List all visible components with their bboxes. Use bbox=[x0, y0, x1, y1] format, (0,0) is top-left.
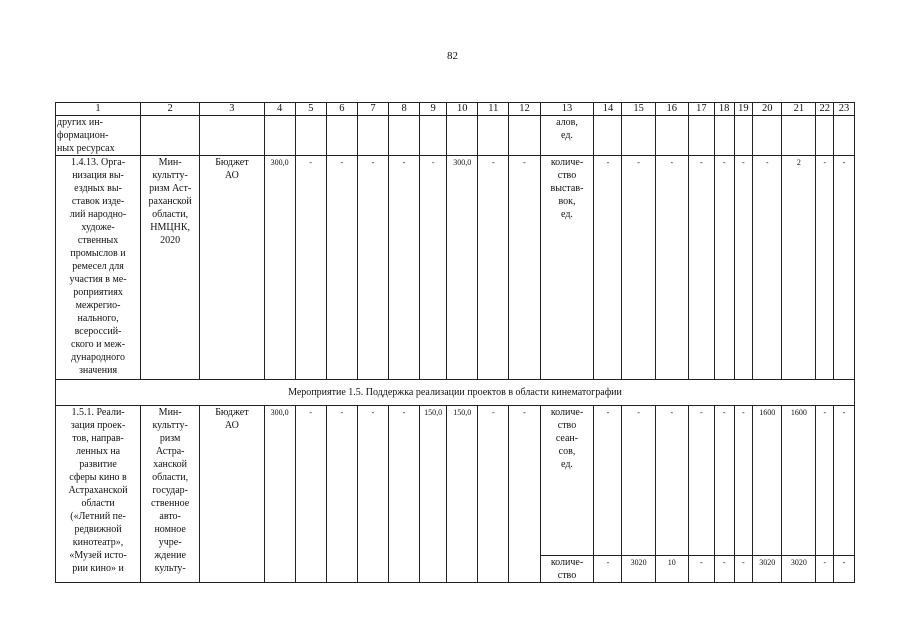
target-cell: - bbox=[594, 406, 622, 556]
table-cell bbox=[714, 116, 734, 156]
indicator-cell: количе- ство bbox=[540, 556, 594, 583]
header-cell: 2 bbox=[141, 103, 200, 116]
value-cell: - bbox=[509, 156, 540, 380]
header-cell: 13 bbox=[540, 103, 594, 116]
header-cell: 17 bbox=[688, 103, 714, 116]
table-cell bbox=[326, 116, 357, 156]
target-cell: - bbox=[734, 556, 753, 583]
table-cell bbox=[688, 116, 714, 156]
header-cell: 16 bbox=[655, 103, 688, 116]
target-cell: - bbox=[834, 156, 855, 380]
table-row bbox=[56, 116, 855, 156]
indicator-cell: количе- ство сеан- сов, ед. bbox=[540, 406, 594, 556]
table-cell bbox=[734, 116, 753, 156]
value-cell: - bbox=[357, 156, 388, 380]
target-cell: - bbox=[622, 156, 655, 380]
table-cell bbox=[782, 116, 816, 156]
table-cell bbox=[834, 116, 855, 156]
value-cell: - bbox=[326, 406, 357, 583]
measure-name-cell: 1.5.1. Реали- зация проек- тов, направ- ленных на развитие сферы кино в Астраханской области («Летний пе- редвижной кинотеатр», «Музей исто- рии кино» и bbox=[56, 406, 141, 583]
target-cell: - bbox=[734, 406, 753, 556]
source-cell: Бюджет АО bbox=[200, 156, 264, 380]
header-cell: 9 bbox=[420, 103, 447, 116]
event-title: Мероприятие 1.5. Поддержка реализации проектов в области кинематографии bbox=[288, 387, 622, 398]
value-cell: - bbox=[295, 406, 326, 583]
target-cell: - bbox=[655, 406, 688, 556]
page-number: 82 bbox=[447, 50, 458, 62]
table-cell bbox=[447, 116, 478, 156]
value-cell: - bbox=[357, 406, 388, 583]
event-title-cell bbox=[56, 380, 855, 406]
value-cell: 300,0 bbox=[447, 156, 478, 380]
target-cell: - bbox=[594, 556, 622, 583]
indicator-cell: количе- ство выстав- вок, ед. bbox=[540, 156, 594, 380]
target-cell: 2 bbox=[782, 156, 816, 380]
table-cell bbox=[622, 116, 655, 156]
table-row bbox=[56, 406, 855, 556]
measure-name-cell: 1.4.13. Орга- низация вы- ездных вы- ставок изде- лий народно- художе- ственных промыслов и ремесел для участия в ме- роприятиях межрегио- нального, всероссий- ского и меж- дународного значения bbox=[56, 156, 141, 380]
target-cell: - bbox=[816, 156, 834, 380]
executor-cell: Мин- культту- ризм Аст- раханской области, НМЦНК, 2020 bbox=[141, 156, 200, 380]
table-cell bbox=[357, 116, 388, 156]
value-cell: - bbox=[420, 156, 447, 380]
event-row bbox=[56, 380, 855, 406]
table-cell bbox=[753, 116, 782, 156]
indicator-cell: алов, ед. bbox=[540, 116, 594, 156]
target-cell: - bbox=[753, 156, 782, 380]
value-cell: 150,0 bbox=[420, 406, 447, 583]
plan-table bbox=[55, 102, 855, 583]
target-cell: 3020 bbox=[753, 556, 782, 583]
header-cell: 20 bbox=[753, 103, 782, 116]
header-cell: 23 bbox=[834, 103, 855, 116]
value-cell: - bbox=[389, 406, 420, 583]
table-cell bbox=[420, 116, 447, 156]
target-cell: - bbox=[834, 556, 855, 583]
target-cell: 1600 bbox=[782, 406, 816, 556]
table-cell bbox=[816, 116, 834, 156]
header-cell: 3 bbox=[200, 103, 264, 116]
measure-name-cell: других ин- формацион- ных ресурсах bbox=[56, 116, 141, 156]
target-cell: - bbox=[714, 556, 734, 583]
target-cell: 10 bbox=[655, 556, 688, 583]
target-cell: - bbox=[714, 156, 734, 380]
target-cell: 3020 bbox=[782, 556, 816, 583]
target-cell: - bbox=[734, 156, 753, 380]
value-cell: 300,0 bbox=[264, 156, 295, 380]
value-cell: - bbox=[478, 156, 509, 380]
table-cell bbox=[509, 116, 540, 156]
target-cell: - bbox=[688, 556, 714, 583]
table-cell bbox=[478, 116, 509, 156]
header-cell: 6 bbox=[326, 103, 357, 116]
value-cell: - bbox=[326, 156, 357, 380]
table-cell bbox=[295, 116, 326, 156]
header-cell: 1 bbox=[56, 103, 141, 116]
table-cell bbox=[200, 116, 264, 156]
table-cell bbox=[389, 116, 420, 156]
target-cell: - bbox=[655, 156, 688, 380]
value-cell: - bbox=[478, 406, 509, 583]
table-cell bbox=[655, 116, 688, 156]
table-cell bbox=[141, 116, 200, 156]
value-cell: - bbox=[295, 156, 326, 380]
header-cell: 18 bbox=[714, 103, 734, 116]
target-cell: - bbox=[688, 156, 714, 380]
header-cell: 14 bbox=[594, 103, 622, 116]
table-cell bbox=[594, 116, 622, 156]
target-cell: - bbox=[834, 406, 855, 556]
header-row bbox=[56, 103, 855, 116]
source-cell: Бюджет АО bbox=[200, 406, 264, 583]
table-cell bbox=[264, 116, 295, 156]
header-cell: 8 bbox=[389, 103, 420, 116]
target-cell: - bbox=[622, 406, 655, 556]
executor-cell: Мин- культту- ризм Астра- ханской области, государ- ственное авто- номное учре- ждение культу- bbox=[141, 406, 200, 583]
header-cell: 15 bbox=[622, 103, 655, 116]
header-cell: 11 bbox=[478, 103, 509, 116]
header-cell: 21 bbox=[782, 103, 816, 116]
header-cell: 5 bbox=[295, 103, 326, 116]
header-cell: 7 bbox=[357, 103, 388, 116]
header-cell: 19 bbox=[734, 103, 753, 116]
target-cell: 1600 bbox=[753, 406, 782, 556]
target-cell: - bbox=[816, 406, 834, 556]
table-row bbox=[56, 156, 855, 380]
target-cell: - bbox=[594, 156, 622, 380]
target-cell: 3020 bbox=[622, 556, 655, 583]
header-cell: 10 bbox=[447, 103, 478, 116]
target-cell: - bbox=[688, 406, 714, 556]
value-cell: - bbox=[389, 156, 420, 380]
value-cell: 300,0 bbox=[264, 406, 295, 583]
header-cell: 12 bbox=[509, 103, 540, 116]
value-cell: - bbox=[509, 406, 540, 583]
target-cell: - bbox=[714, 406, 734, 556]
header-cell: 22 bbox=[816, 103, 834, 116]
value-cell: 150,0 bbox=[447, 406, 478, 583]
target-cell: - bbox=[816, 556, 834, 583]
header-cell: 4 bbox=[264, 103, 295, 116]
